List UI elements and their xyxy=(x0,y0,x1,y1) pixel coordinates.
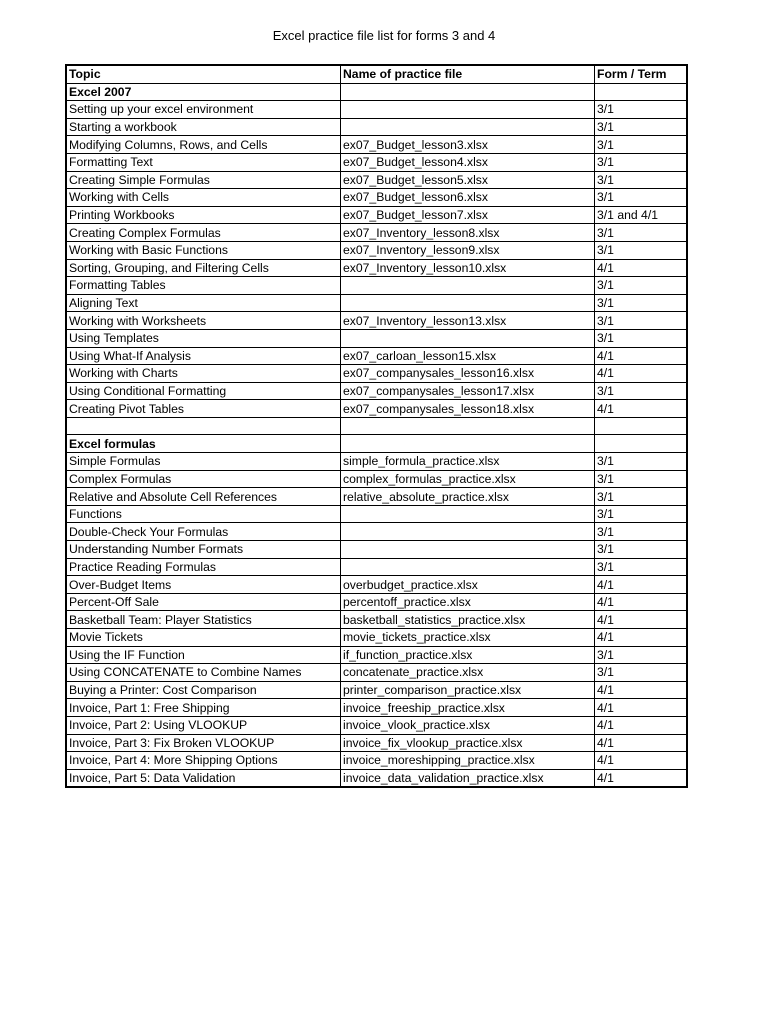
topic-cell: Starting a workbook xyxy=(67,118,341,136)
file-name-cell xyxy=(341,118,595,136)
table-row xyxy=(67,646,687,664)
table-row xyxy=(67,417,687,435)
form-term-cell: 3/1 xyxy=(595,277,687,295)
topic-cell: Percent-Off Sale xyxy=(67,593,341,611)
topic-cell: Using CONCATENATE to Combine Names xyxy=(67,664,341,682)
table-row xyxy=(67,558,687,576)
table-row xyxy=(67,189,687,207)
topic-cell: Over-Budget Items xyxy=(67,576,341,594)
table-row xyxy=(67,769,687,787)
form-term-cell: 3/1 xyxy=(595,488,687,506)
form-term-cell: 3/1 xyxy=(595,171,687,189)
topic-cell: Working with Worksheets xyxy=(67,312,341,330)
table-row xyxy=(67,382,687,400)
form-term-cell: 4/1 xyxy=(595,576,687,594)
form-term-cell: 3/1 xyxy=(595,312,687,330)
table-row xyxy=(67,505,687,523)
form-term-cell: 3/1 xyxy=(595,558,687,576)
table-row xyxy=(67,171,687,189)
table-row xyxy=(67,224,687,242)
topic-cell: Invoice, Part 4: More Shipping Options xyxy=(67,752,341,770)
topic-cell: Double-Check Your Formulas xyxy=(67,523,341,541)
topic-cell: Working with Cells xyxy=(67,189,341,207)
form-term-cell: 3/1 xyxy=(595,153,687,171)
form-term-cell: 3/1 xyxy=(595,505,687,523)
table-row xyxy=(67,312,687,330)
file-name-cell xyxy=(341,541,595,559)
table-row xyxy=(67,734,687,752)
form-term-cell: 4/1 xyxy=(595,629,687,647)
file-name-cell: ex07_carloan_lesson15.xlsx xyxy=(341,347,595,365)
topic-cell: Invoice, Part 2: Using VLOOKUP xyxy=(67,716,341,734)
file-name-cell: ex07_Budget_lesson6.xlsx xyxy=(341,189,595,207)
topic-cell: Creating Pivot Tables xyxy=(67,400,341,418)
file-name-cell xyxy=(341,435,595,453)
form-term-cell xyxy=(595,83,687,101)
topic-cell: Modifying Columns, Rows, and Cells xyxy=(67,136,341,154)
topic-cell: Using Templates xyxy=(67,329,341,347)
topic-cell: Relative and Absolute Cell References xyxy=(67,488,341,506)
form-term-cell xyxy=(595,435,687,453)
table-row xyxy=(67,541,687,559)
form-term-cell: 3/1 xyxy=(595,294,687,312)
table-row xyxy=(67,259,687,277)
table-row xyxy=(67,453,687,471)
form-term-cell: 3/1 xyxy=(595,118,687,136)
topic-cell: Aligning Text xyxy=(67,294,341,312)
form-term-cell: 3/1 xyxy=(595,101,687,119)
topic-cell: Working with Charts xyxy=(67,365,341,383)
file-name-cell: invoice_data_validation_practice.xlsx xyxy=(341,769,595,787)
form-term-cell: 3/1 xyxy=(595,136,687,154)
table-row xyxy=(67,699,687,717)
topic-cell: Using Conditional Formatting xyxy=(67,382,341,400)
file-name-cell xyxy=(341,329,595,347)
form-term-cell xyxy=(595,417,687,435)
file-name-cell xyxy=(341,558,595,576)
form-term-cell: 3/1 xyxy=(595,664,687,682)
form-term-cell: 4/1 xyxy=(595,681,687,699)
topic-cell: Using the IF Function xyxy=(67,646,341,664)
table-row xyxy=(67,365,687,383)
file-name-cell xyxy=(341,417,595,435)
table-row xyxy=(67,435,687,453)
file-name-cell: simple_formula_practice.xlsx xyxy=(341,453,595,471)
form-term-cell: 4/1 xyxy=(595,593,687,611)
file-name-cell: ex07_companysales_lesson16.xlsx xyxy=(341,365,595,383)
table-row xyxy=(67,523,687,541)
file-name-cell: basketball_statistics_practice.xlsx xyxy=(341,611,595,629)
table-row xyxy=(67,294,687,312)
topic-cell: Basketball Team: Player Statistics xyxy=(67,611,341,629)
topic-cell: Simple Formulas xyxy=(67,453,341,471)
file-name-cell: ex07_Budget_lesson4.xlsx xyxy=(341,153,595,171)
form-term-cell: 3/1 xyxy=(595,241,687,259)
topic-cell: Creating Complex Formulas xyxy=(67,224,341,242)
topic-cell xyxy=(67,417,341,435)
form-term-cell: 4/1 xyxy=(595,259,687,277)
file-name-cell xyxy=(341,101,595,119)
file-name-cell: ex07_Inventory_lesson8.xlsx xyxy=(341,224,595,242)
file-name-cell: complex_formulas_practice.xlsx xyxy=(341,470,595,488)
topic-cell: Invoice, Part 5: Data Validation xyxy=(67,769,341,787)
file-name-cell: ex07_Inventory_lesson9.xlsx xyxy=(341,241,595,259)
topic-cell: Formatting Tables xyxy=(67,277,341,295)
form-term-cell: 3/1 xyxy=(595,541,687,559)
form-term-cell: 3/1 xyxy=(595,382,687,400)
topic-cell: Practice Reading Formulas xyxy=(67,558,341,576)
header-form-term: Form / Term xyxy=(595,66,687,84)
topic-cell: Sorting, Grouping, and Filtering Cells xyxy=(67,259,341,277)
table-row xyxy=(67,241,687,259)
file-name-cell: if_function_practice.xlsx xyxy=(341,646,595,664)
file-name-cell: percentoff_practice.xlsx xyxy=(341,593,595,611)
topic-cell: Invoice, Part 3: Fix Broken VLOOKUP xyxy=(67,734,341,752)
table-row xyxy=(67,664,687,682)
file-name-cell: ex07_companysales_lesson17.xlsx xyxy=(341,382,595,400)
table-row xyxy=(67,752,687,770)
form-term-cell: 4/1 xyxy=(595,734,687,752)
form-term-cell: 3/1 xyxy=(595,470,687,488)
file-name-cell: ex07_Budget_lesson5.xlsx xyxy=(341,171,595,189)
form-term-cell: 3/1 xyxy=(595,329,687,347)
file-name-cell xyxy=(341,277,595,295)
header-file-name: Name of practice file xyxy=(341,66,595,84)
file-name-cell: overbudget_practice.xlsx xyxy=(341,576,595,594)
page-title: Excel practice file list for forms 3 and 4 xyxy=(272,28,496,43)
file-name-cell: ex07_Budget_lesson7.xlsx xyxy=(341,206,595,224)
file-name-cell: invoice_freeship_practice.xlsx xyxy=(341,699,595,717)
form-term-cell: 4/1 xyxy=(595,699,687,717)
file-name-cell xyxy=(341,294,595,312)
topic-cell: Excel 2007 xyxy=(67,83,341,101)
table-row xyxy=(67,329,687,347)
table-row xyxy=(67,716,687,734)
topic-cell: Working with Basic Functions xyxy=(67,241,341,259)
table-row xyxy=(67,681,687,699)
table-row xyxy=(67,83,687,101)
topic-cell: Complex Formulas xyxy=(67,470,341,488)
form-term-cell: 4/1 xyxy=(595,752,687,770)
file-name-cell: concatenate_practice.xlsx xyxy=(341,664,595,682)
form-term-cell: 3/1 and 4/1 xyxy=(595,206,687,224)
table-row xyxy=(67,277,687,295)
file-name-cell xyxy=(341,83,595,101)
topic-cell: Understanding Number Formats xyxy=(67,541,341,559)
topic-cell: Printing Workbooks xyxy=(67,206,341,224)
topic-cell: Setting up your excel environment xyxy=(67,101,341,119)
header-topic: Topic xyxy=(67,66,341,84)
form-term-cell: 4/1 xyxy=(595,400,687,418)
table-row xyxy=(67,488,687,506)
topic-cell: Excel formulas xyxy=(67,435,341,453)
topic-cell: Movie Tickets xyxy=(67,629,341,647)
file-name-cell: ex07_Budget_lesson3.xlsx xyxy=(341,136,595,154)
table-row xyxy=(67,470,687,488)
file-name-cell: invoice_moreshipping_practice.xlsx xyxy=(341,752,595,770)
form-term-cell: 4/1 xyxy=(595,365,687,383)
table-row xyxy=(67,153,687,171)
file-name-cell: movie_tickets_practice.xlsx xyxy=(341,629,595,647)
table-row xyxy=(67,611,687,629)
file-name-cell: invoice_fix_vlookup_practice.xlsx xyxy=(341,734,595,752)
topic-cell: Using What-If Analysis xyxy=(67,347,341,365)
practice-file-table xyxy=(66,65,687,787)
topic-cell: Formatting Text xyxy=(67,153,341,171)
table-row xyxy=(67,576,687,594)
table-row xyxy=(67,347,687,365)
file-name-cell: relative_absolute_practice.xlsx xyxy=(341,488,595,506)
form-term-cell: 3/1 xyxy=(595,224,687,242)
file-name-cell xyxy=(341,505,595,523)
table-row xyxy=(67,118,687,136)
table-row xyxy=(67,206,687,224)
file-name-cell: ex07_companysales_lesson18.xlsx xyxy=(341,400,595,418)
form-term-cell: 4/1 xyxy=(595,769,687,787)
form-term-cell: 4/1 xyxy=(595,716,687,734)
file-name-cell: invoice_vlook_practice.xlsx xyxy=(341,716,595,734)
file-name-cell xyxy=(341,523,595,541)
topic-cell: Functions xyxy=(67,505,341,523)
form-term-cell: 3/1 xyxy=(595,189,687,207)
table-row xyxy=(67,136,687,154)
file-name-cell: ex07_Inventory_lesson13.xlsx xyxy=(341,312,595,330)
form-term-cell: 3/1 xyxy=(595,646,687,664)
form-term-cell: 3/1 xyxy=(595,523,687,541)
form-term-cell: 4/1 xyxy=(595,611,687,629)
table-row xyxy=(67,629,687,647)
table-header-row xyxy=(67,66,687,84)
file-name-cell: printer_comparison_practice.xlsx xyxy=(341,681,595,699)
table-row xyxy=(67,593,687,611)
table-row xyxy=(67,101,687,119)
file-name-cell: ex07_Inventory_lesson10.xlsx xyxy=(341,259,595,277)
topic-cell: Buying a Printer: Cost Comparison xyxy=(67,681,341,699)
table-row xyxy=(67,400,687,418)
form-term-cell: 4/1 xyxy=(595,347,687,365)
form-term-cell: 3/1 xyxy=(595,453,687,471)
topic-cell: Invoice, Part 1: Free Shipping xyxy=(67,699,341,717)
topic-cell: Creating Simple Formulas xyxy=(67,171,341,189)
